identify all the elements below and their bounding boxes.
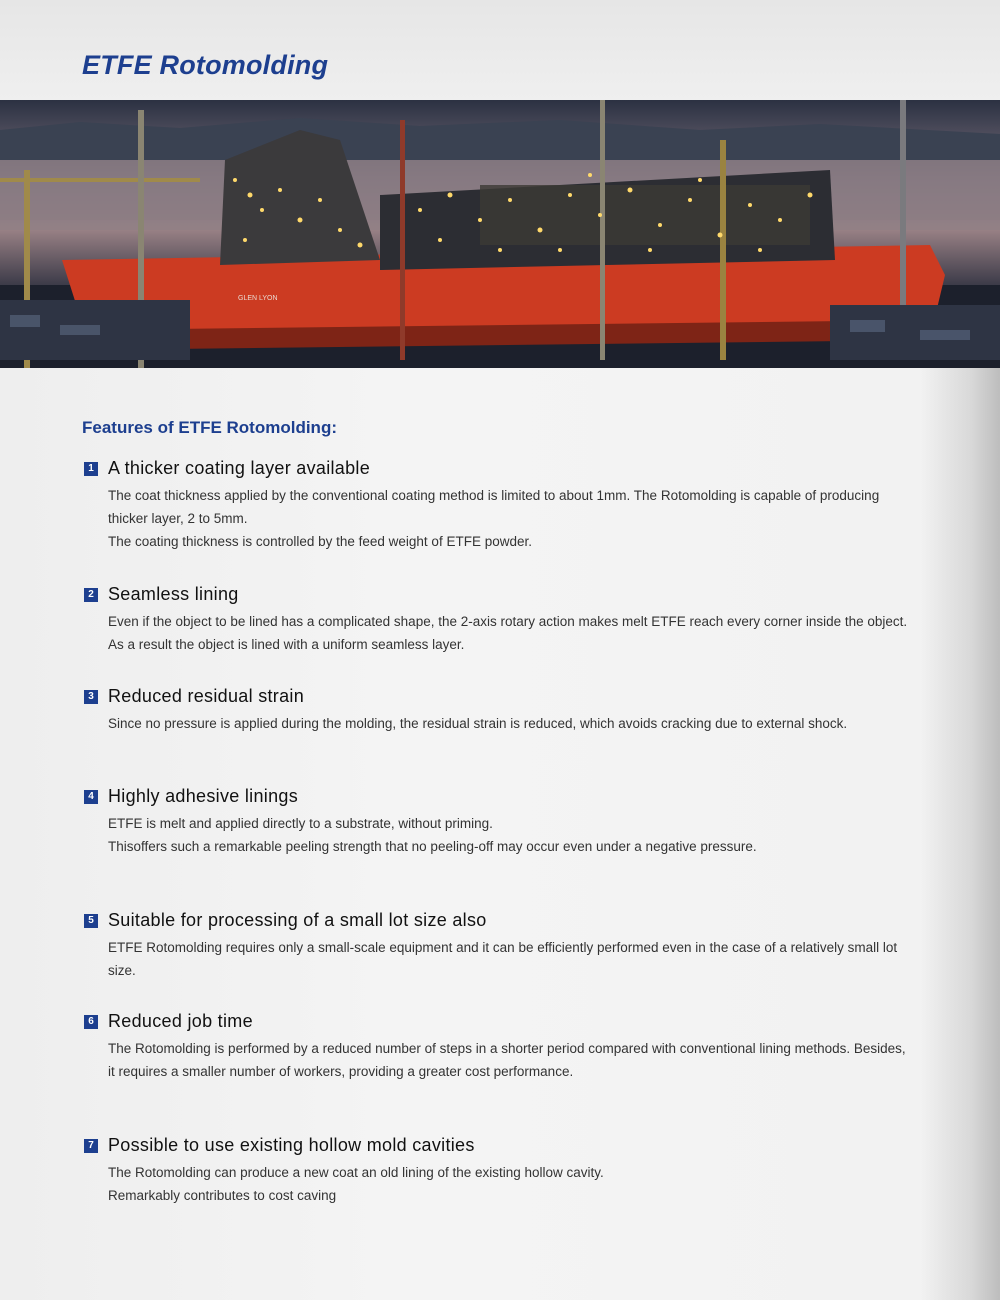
feature-body — [108, 484, 914, 553]
feature-5 — [84, 910, 914, 982]
feature-title: A thicker coating layer available — [108, 458, 371, 478]
number-badge-icon: 7 — [84, 1139, 98, 1153]
feature-paragraph: ETFE is melt and applied directly to a substrate, without priming. — [108, 816, 493, 831]
feature-title: Seamless lining — [108, 584, 239, 604]
hull-text: GLEN LYON — [238, 295, 278, 302]
feature-title: Possible to use existing hollow mold cavities — [108, 1135, 475, 1155]
number-badge-icon: 6 — [84, 1015, 98, 1029]
feature-6 — [84, 1011, 914, 1083]
page-title: ETFE Rotomolding — [82, 50, 329, 80]
feature-body — [108, 1161, 914, 1207]
number-badge-icon: 1 — [84, 462, 98, 476]
feature-body — [108, 712, 914, 735]
feature-paragraph: Even if the object to be lined has a complicated shape, the 2-axis rotary action makes melt ETFE reach every corner inside the object. As a result the object is lined with a uniform seamless layer. — [108, 614, 908, 652]
feature-paragraph: ETFE Rotomolding requires only a small-scale equipment and it can be efficiently performed even in the case of a relatively small lot size. — [108, 940, 898, 978]
feature-body — [108, 610, 914, 656]
feature-7 — [84, 1135, 914, 1207]
number-badge-icon: 5 — [84, 914, 98, 928]
feature-4 — [84, 786, 914, 858]
number-badge-icon: 2 — [84, 588, 98, 602]
feature-title: Reduced residual strain — [108, 686, 305, 706]
banner-image — [0, 100, 1000, 368]
feature-3 — [84, 686, 914, 735]
feature-2 — [84, 584, 914, 656]
feature-body — [108, 812, 914, 858]
shipyard-fpso-photo-icon — [0, 100, 1000, 368]
feature-body — [108, 936, 914, 982]
feature-paragraph: Remarkably contributes to cost caving — [108, 1188, 337, 1203]
feature-title: Suitable for processing of a small lot size also — [108, 910, 487, 930]
number-badge-icon: 4 — [84, 790, 98, 804]
feature-paragraph: Thisoffers such a remarkable peeling strength that no peeling-off may occur even under a negative pressure. — [108, 839, 757, 854]
feature-title: Highly adhesive linings — [108, 786, 299, 806]
number-badge-icon: 3 — [84, 690, 98, 704]
feature-paragraph: The coating thickness is controlled by the feed weight of ETFE powder. — [108, 534, 532, 549]
feature-1 — [84, 458, 914, 553]
feature-paragraph: The Rotomolding is performed by a reduced number of steps in a shorter period compared with conventional lining methods. Besides, it requires a smaller number of workers, providing a greater cost performance. — [108, 1041, 906, 1079]
features-heading: Features of ETFE Rotomolding: — [82, 418, 337, 437]
feature-paragraph: The coat thickness applied by the conventional coating method is limited to about 1mm. The Rotomolding is capable of producing thicker layer, 2 to 5mm. — [108, 488, 880, 526]
feature-paragraph: Since no pressure is applied during the molding, the residual strain is reduced, which avoids cracking due to external shock. — [108, 716, 848, 731]
feature-paragraph: The Rotomolding can produce a new coat an old lining of the existing hollow cavity. — [108, 1165, 604, 1180]
feature-body — [108, 1037, 914, 1083]
feature-title: Reduced job time — [108, 1011, 253, 1031]
